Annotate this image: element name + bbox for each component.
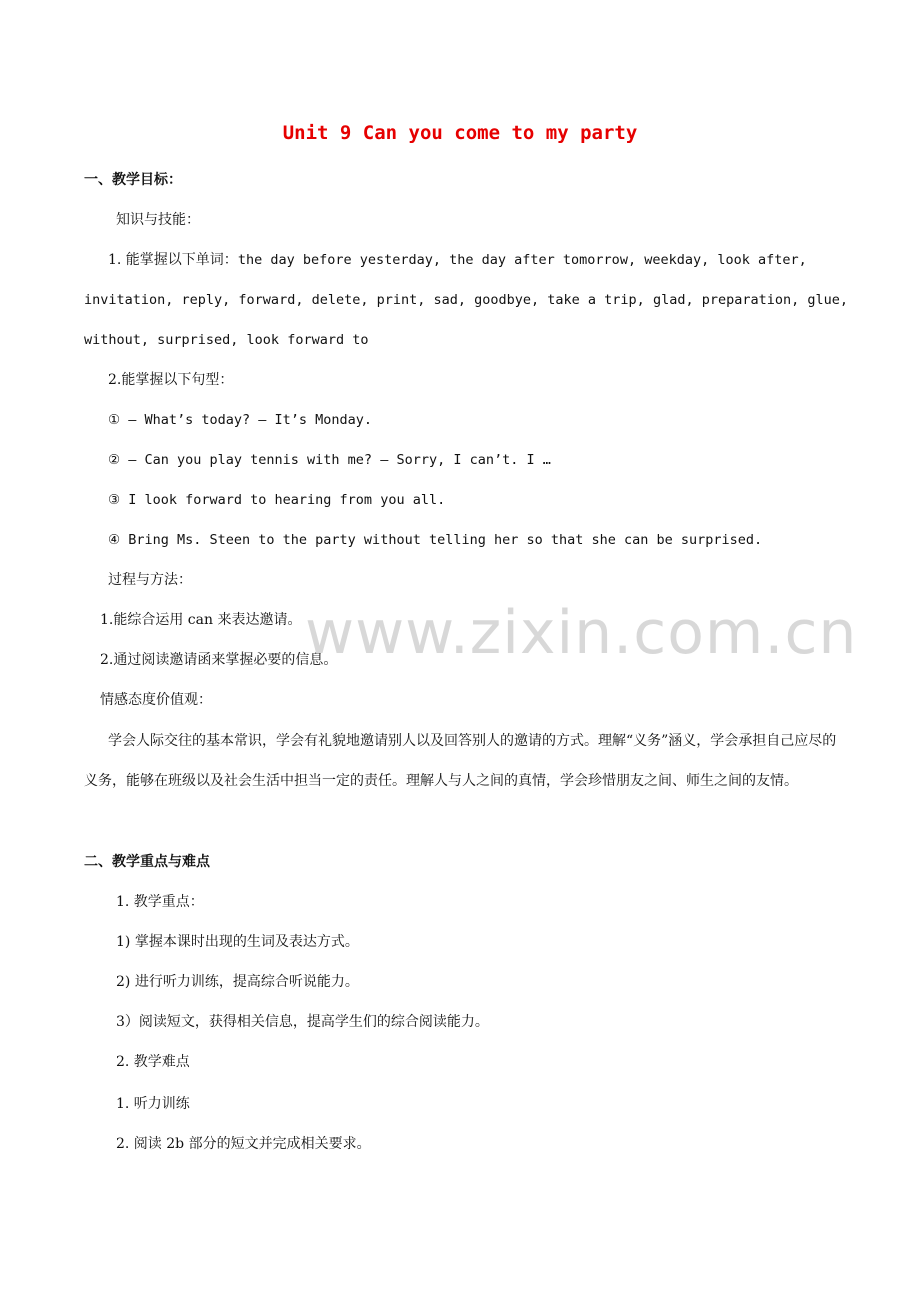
section1-heading: 一、教学目标： (84, 172, 182, 188)
vocab-prefix: 1. 能掌握以下单词： (108, 252, 238, 268)
key-point-2: 2) 进行听力训练，提高综合听说能力。 (116, 974, 359, 990)
process-item-2: 2.通过阅读邀请函来掌握必要的信息。 (100, 652, 338, 668)
sentence-pattern-4: ④ Bring Ms. Steen to the party without telling her so that she can be surprised. (108, 532, 763, 548)
key-point-3: 3）阅读短文，获得相关信息，提高学生们的综合阅读能力。 (116, 1014, 489, 1030)
vocab-words-line2: invitation, reply, forward, delete, print, sad, goodbye, take a trip, glad, preparation, glue, (84, 292, 849, 308)
difficulty-2: 2. 阅读 2b 部分的短文并完成相关要求。 (116, 1136, 371, 1152)
sentence-pattern-2: ② — Can you play tennis with me? — Sorry, I can’t. I … (108, 452, 551, 468)
key-points-label: 1. 教学重点： (116, 894, 204, 910)
vocab-words-line1: the day before yesterday, the day after tomorrow, weekday, look after, (237, 252, 807, 268)
document-title: Unit 9 Can you come to my party (282, 122, 638, 144)
process-item-1: 1.能综合运用 can 来表达邀请。 (100, 612, 302, 628)
watermark: www.zixin.com.cn (305, 598, 858, 668)
difficulty-1: 1. 听力训练 (116, 1096, 190, 1112)
sentence-pattern-3: ③ I look forward to hearing from you all. (108, 492, 446, 508)
vocab-words-line3: without, surprised, look forward to (84, 332, 369, 348)
knowledge-label: 知识与技能： (116, 212, 200, 228)
section2-heading: 二、教学重点与难点 (84, 854, 210, 870)
emotion-label: 情感态度价值观： (100, 692, 212, 708)
sentence-patterns-label: 2.能掌握以下句型： (108, 372, 234, 388)
vocab-item (108, 250, 807, 270)
key-point-1: 1) 掌握本课时出现的生词及表达方式。 (116, 934, 359, 950)
emotion-paragraph: 学会人际交往的基本常识，学会有礼貌地邀请别人以及回答别人的邀请的方式。理解“义务”涵义，学会承担自己应尽的义务，能够在班级以及社会生活中担当一定的责任。理解人与人之间的真情，学会珍惜朋友之间、师生之间的友情。 (84, 733, 837, 789)
difficulty-label: 2. 教学难点 (116, 1054, 190, 1070)
sentence-pattern-1: ① — What’s today? — It’s Monday. (108, 412, 373, 428)
process-label: 过程与方法： (108, 572, 192, 588)
